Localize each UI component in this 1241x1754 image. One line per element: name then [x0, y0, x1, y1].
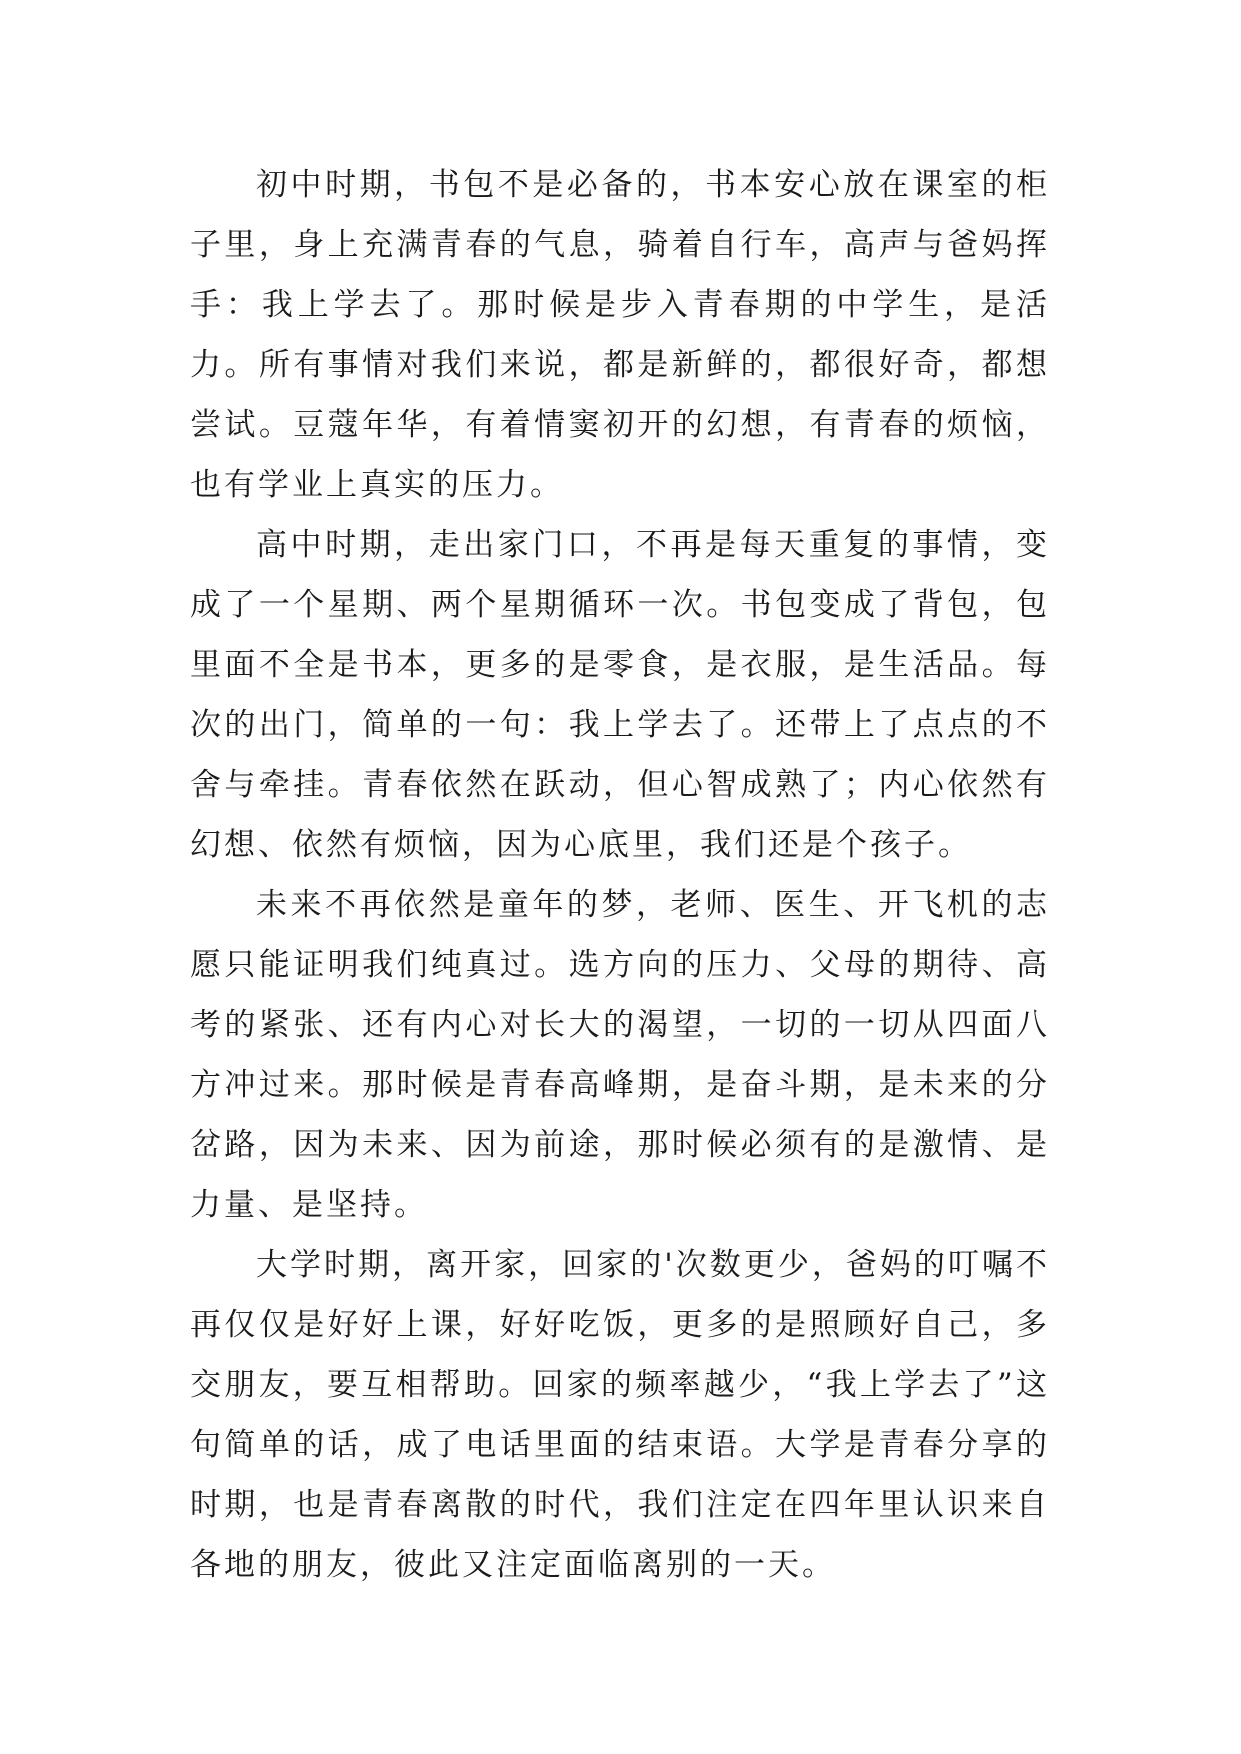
paragraph-junior-high: 初中时期，书包不是必备的，书本安心放在课室的柜子里，身上充满青春的气息，骑着自行车，高声与爸妈挥手：我上学去了。那时候是步入青春期的中学生，是活力。所有事情对我们来说，都是新鲜的，都很好奇，都想尝试。豆蔻年华，有着情窦初开的幻想，有青春的烦恼，也有学业上真实的压力。 — [190, 167, 1050, 503]
paragraph-future: 未来不再依然是童年的梦，老师、医生、开飞机的志愿只能证明我们纯真过。选方向的压力、父母的期待、高考的紧张、还有内心对长大的渴望，一切的一切从四面八方冲过来。那时候是青春高峰期，是奋斗期，是未来的分岔路，因为未来、因为前途，那时候必须有的是激情、是力量、是坚持。 — [190, 887, 1050, 1223]
paragraph-senior-high: 高中时期，走出家门口，不再是每天重复的事情，变成了一个星期、两个星期循环一次。书包变成了背包，包里面不全是书本，更多的是零食，是衣服，是生活品。每次的出门，简单的一句：我上学去了。还带上了点点的不舍与牵挂。青春依然在跃动，但心智成熟了；内心依然有幻想、依然有烦恼，因为心底里，我们还是个孩子。 — [190, 527, 1050, 863]
paragraph-university: 大学时期，离开家，回家的'次数更少，爸妈的叮嘱不再仅仅是好好上课，好好吃饭，更多的是照顾好自己，多交朋友，要互相帮助。回家的频率越少，“我上学去了”这句简单的话，成了电话里面的结束语。大学是青春分享的时期，也是青春离散的时代，我们注定在四年里认识来自各地的朋友，彼此又注定面临离别的一天。 — [190, 1247, 1050, 1583]
document-body — [190, 155, 1050, 1595]
